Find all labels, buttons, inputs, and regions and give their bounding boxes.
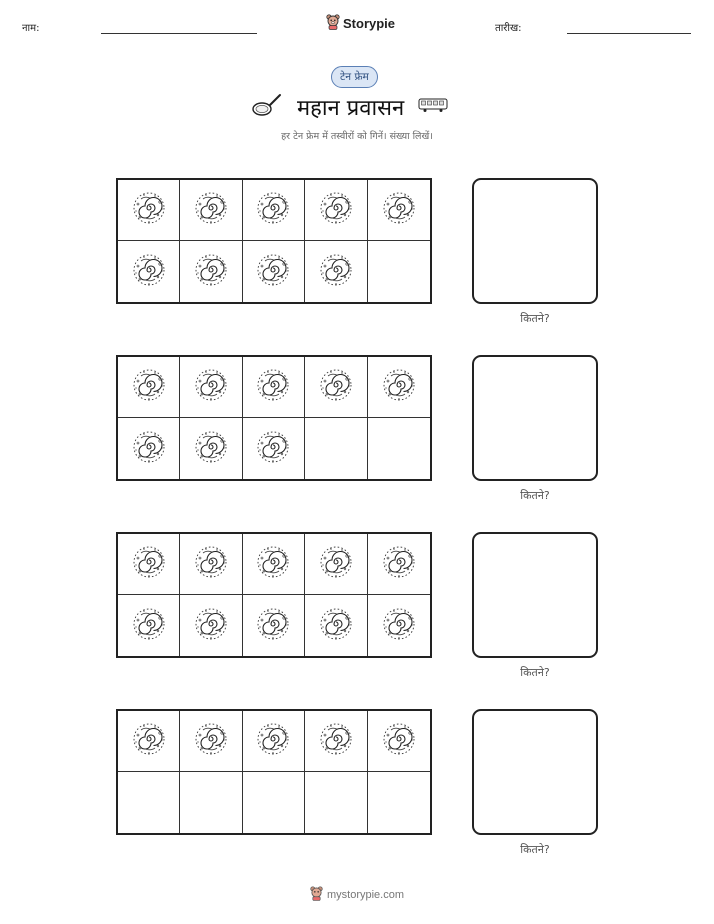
nebula-swirl-icon bbox=[193, 252, 229, 292]
frame-cell bbox=[368, 418, 430, 479]
page-title: महान प्रवासन bbox=[297, 96, 405, 121]
frame-cell bbox=[180, 534, 242, 595]
nebula-swirl-icon bbox=[381, 190, 417, 230]
frame-cell bbox=[368, 595, 430, 656]
title-row bbox=[251, 92, 448, 122]
frame-cell bbox=[305, 418, 367, 479]
nebula-swirl-icon bbox=[131, 721, 167, 761]
frame-cell bbox=[368, 180, 430, 241]
nebula-swirl-icon bbox=[318, 367, 354, 407]
nebula-swirl-icon bbox=[255, 606, 291, 646]
frame-cell bbox=[305, 595, 367, 656]
frame-cell bbox=[180, 595, 242, 656]
bear-mascot-icon bbox=[310, 886, 323, 904]
frame-cell bbox=[305, 772, 367, 833]
nebula-swirl-icon bbox=[255, 252, 291, 292]
date-label: तारीख: bbox=[495, 23, 522, 34]
frame-cell bbox=[180, 772, 242, 833]
nebula-swirl-icon bbox=[131, 252, 167, 292]
frying-pan-icon bbox=[251, 92, 283, 122]
answer-prompt: कितने? bbox=[520, 312, 550, 325]
answer-box[interactable] bbox=[472, 355, 598, 481]
nebula-swirl-icon bbox=[318, 252, 354, 292]
nebula-swirl-icon bbox=[193, 606, 229, 646]
nebula-swirl-icon bbox=[381, 367, 417, 407]
nebula-swirl-icon bbox=[381, 721, 417, 761]
footer bbox=[310, 886, 404, 904]
frame-cell bbox=[305, 241, 367, 302]
answer-box[interactable] bbox=[472, 709, 598, 835]
nebula-swirl-icon bbox=[255, 721, 291, 761]
frame-cell bbox=[368, 241, 430, 302]
frame-cell bbox=[305, 357, 367, 418]
nebula-swirl-icon bbox=[193, 429, 229, 469]
frame-cell bbox=[243, 711, 305, 772]
frame-cell bbox=[305, 180, 367, 241]
frame-cell bbox=[118, 241, 180, 302]
answer-prompt: कितने? bbox=[520, 666, 550, 679]
train-icon bbox=[418, 97, 448, 117]
frame-cell bbox=[118, 418, 180, 479]
brand-logo bbox=[326, 14, 395, 33]
nebula-swirl-icon bbox=[255, 544, 291, 584]
frame-cell bbox=[243, 772, 305, 833]
frame-cell bbox=[118, 180, 180, 241]
nebula-swirl-icon bbox=[131, 367, 167, 407]
frame-cell bbox=[243, 418, 305, 479]
nebula-swirl-icon bbox=[193, 544, 229, 584]
frame-cell bbox=[368, 772, 430, 833]
frame-cell bbox=[118, 357, 180, 418]
frame-cell bbox=[305, 711, 367, 772]
name-field[interactable] bbox=[101, 33, 257, 34]
nebula-swirl-icon bbox=[193, 190, 229, 230]
name-label: नाम: bbox=[22, 23, 40, 34]
answer-prompt: कितने? bbox=[520, 489, 550, 502]
ten-frame bbox=[116, 178, 432, 304]
date-field[interactable] bbox=[567, 33, 691, 34]
nebula-swirl-icon bbox=[318, 606, 354, 646]
frame-cell bbox=[368, 711, 430, 772]
nebula-swirl-icon bbox=[131, 544, 167, 584]
nebula-swirl-icon bbox=[318, 721, 354, 761]
answer-box[interactable] bbox=[472, 532, 598, 658]
frame-cell bbox=[368, 357, 430, 418]
frame-cell bbox=[180, 241, 242, 302]
nebula-swirl-icon bbox=[381, 606, 417, 646]
frame-cell bbox=[180, 357, 242, 418]
nebula-swirl-icon bbox=[193, 721, 229, 761]
nebula-swirl-icon bbox=[255, 429, 291, 469]
frame-cell bbox=[243, 357, 305, 418]
frame-cell bbox=[243, 180, 305, 241]
nebula-swirl-icon bbox=[131, 429, 167, 469]
frame-cell bbox=[118, 595, 180, 656]
frame-cell bbox=[180, 418, 242, 479]
nebula-swirl-icon bbox=[131, 606, 167, 646]
nebula-swirl-icon bbox=[131, 190, 167, 230]
nebula-swirl-icon bbox=[318, 544, 354, 584]
footer-url: mystorypie.com bbox=[327, 889, 405, 901]
bear-mascot-icon bbox=[326, 14, 340, 33]
answer-box[interactable] bbox=[472, 178, 598, 304]
ten-frame bbox=[116, 709, 432, 835]
ten-frame bbox=[116, 532, 432, 658]
nebula-swirl-icon bbox=[255, 367, 291, 407]
frame-cell bbox=[118, 711, 180, 772]
ten-frame bbox=[116, 355, 432, 481]
frame-cell bbox=[118, 772, 180, 833]
frame-cell bbox=[118, 534, 180, 595]
frame-cell bbox=[243, 241, 305, 302]
frame-cell bbox=[180, 180, 242, 241]
topic-badge: टेन फ्रेम bbox=[331, 66, 378, 88]
nebula-swirl-icon bbox=[193, 367, 229, 407]
frame-cell bbox=[305, 534, 367, 595]
frame-cell bbox=[243, 595, 305, 656]
nebula-swirl-icon bbox=[255, 190, 291, 230]
frame-cell bbox=[243, 534, 305, 595]
answer-prompt: कितने? bbox=[520, 843, 550, 856]
frame-cell bbox=[368, 534, 430, 595]
nebula-swirl-icon bbox=[381, 544, 417, 584]
nebula-swirl-icon bbox=[318, 190, 354, 230]
brand-name: Storypie bbox=[343, 16, 396, 31]
instructions: हर टेन फ्रेम में तस्वीरों को गिनें। संख्या लिखें। bbox=[281, 131, 433, 142]
frame-cell bbox=[180, 711, 242, 772]
